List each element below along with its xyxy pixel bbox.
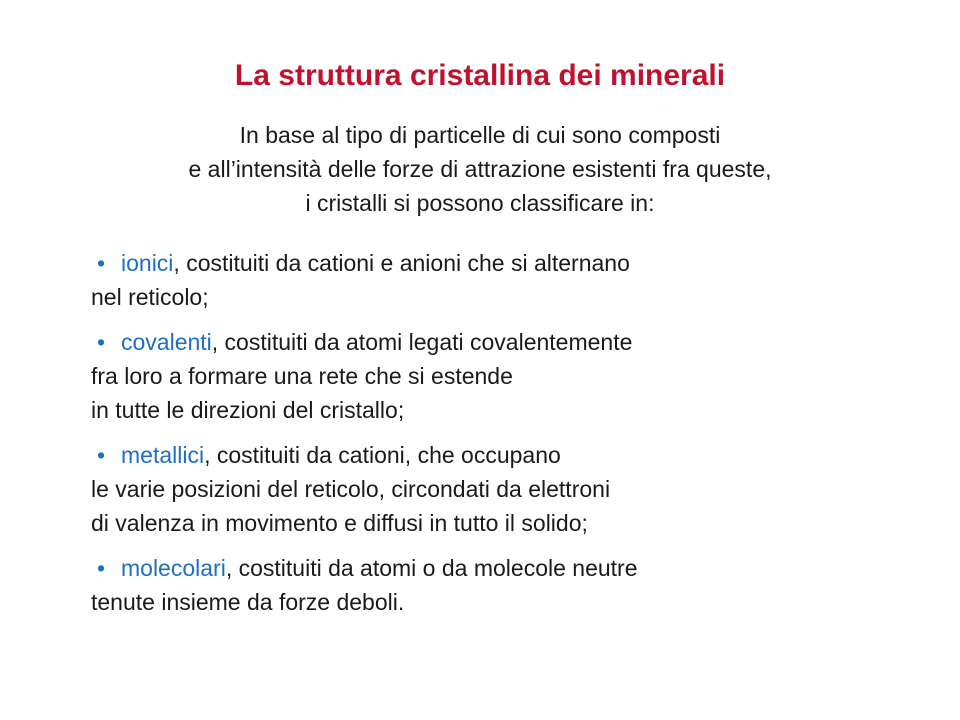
bullet-icon: • [97, 250, 106, 276]
bullet-line: nel reticolo; [91, 284, 209, 310]
bullet-line: le varie posizioni del reticolo, circondati da elettroni [91, 476, 611, 502]
bullet-line: in tutte le direzioni del cristallo; [91, 397, 405, 423]
bullet-first-line [91, 246, 931, 280]
bullet-term: ionici [121, 250, 174, 276]
list-item-ionici [91, 246, 931, 314]
bullet-icon: • [97, 329, 106, 355]
bullet-line: fra loro a formare una rete che si estende [91, 363, 513, 389]
bullet-first-line [91, 325, 931, 359]
bullet-term: molecolari [121, 555, 226, 581]
list-item-metallici [91, 438, 931, 540]
list-item-molecolari [91, 551, 931, 619]
list-item-covalenti [91, 325, 931, 427]
bullet-icon: • [97, 442, 106, 468]
bullet-first-line [91, 438, 931, 472]
intro-paragraph [0, 118, 960, 220]
intro-line: i cristalli si possono classificare in: [305, 190, 655, 216]
slide-title: La struttura cristallina dei minerali [234, 59, 726, 93]
bullet-text: , costituiti da atomi legati covalentemente [211, 329, 633, 355]
bullet-icon: • [97, 555, 106, 581]
bullet-text: , costituiti da cationi e anioni che si alternano [173, 250, 630, 276]
bullet-text: , costituiti da cationi, che occupano [204, 442, 561, 468]
bullet-first-line [91, 551, 931, 585]
bullet-text: , costituiti da atomi o da molecole neutre [225, 555, 638, 581]
bullet-line: di valenza in movimento e diffusi in tutto il solido; [91, 510, 588, 536]
intro-line: In base al tipo di particelle di cui sono composti [239, 122, 721, 148]
intro-line: e all’intensità delle forze di attrazione esistenti fra queste, [188, 156, 772, 182]
bullet-term: metallici [121, 442, 205, 468]
crystal-type-list [91, 246, 931, 630]
bullet-line: tenute insieme da forze deboli. [91, 589, 405, 615]
bullet-term: covalenti [121, 329, 212, 355]
